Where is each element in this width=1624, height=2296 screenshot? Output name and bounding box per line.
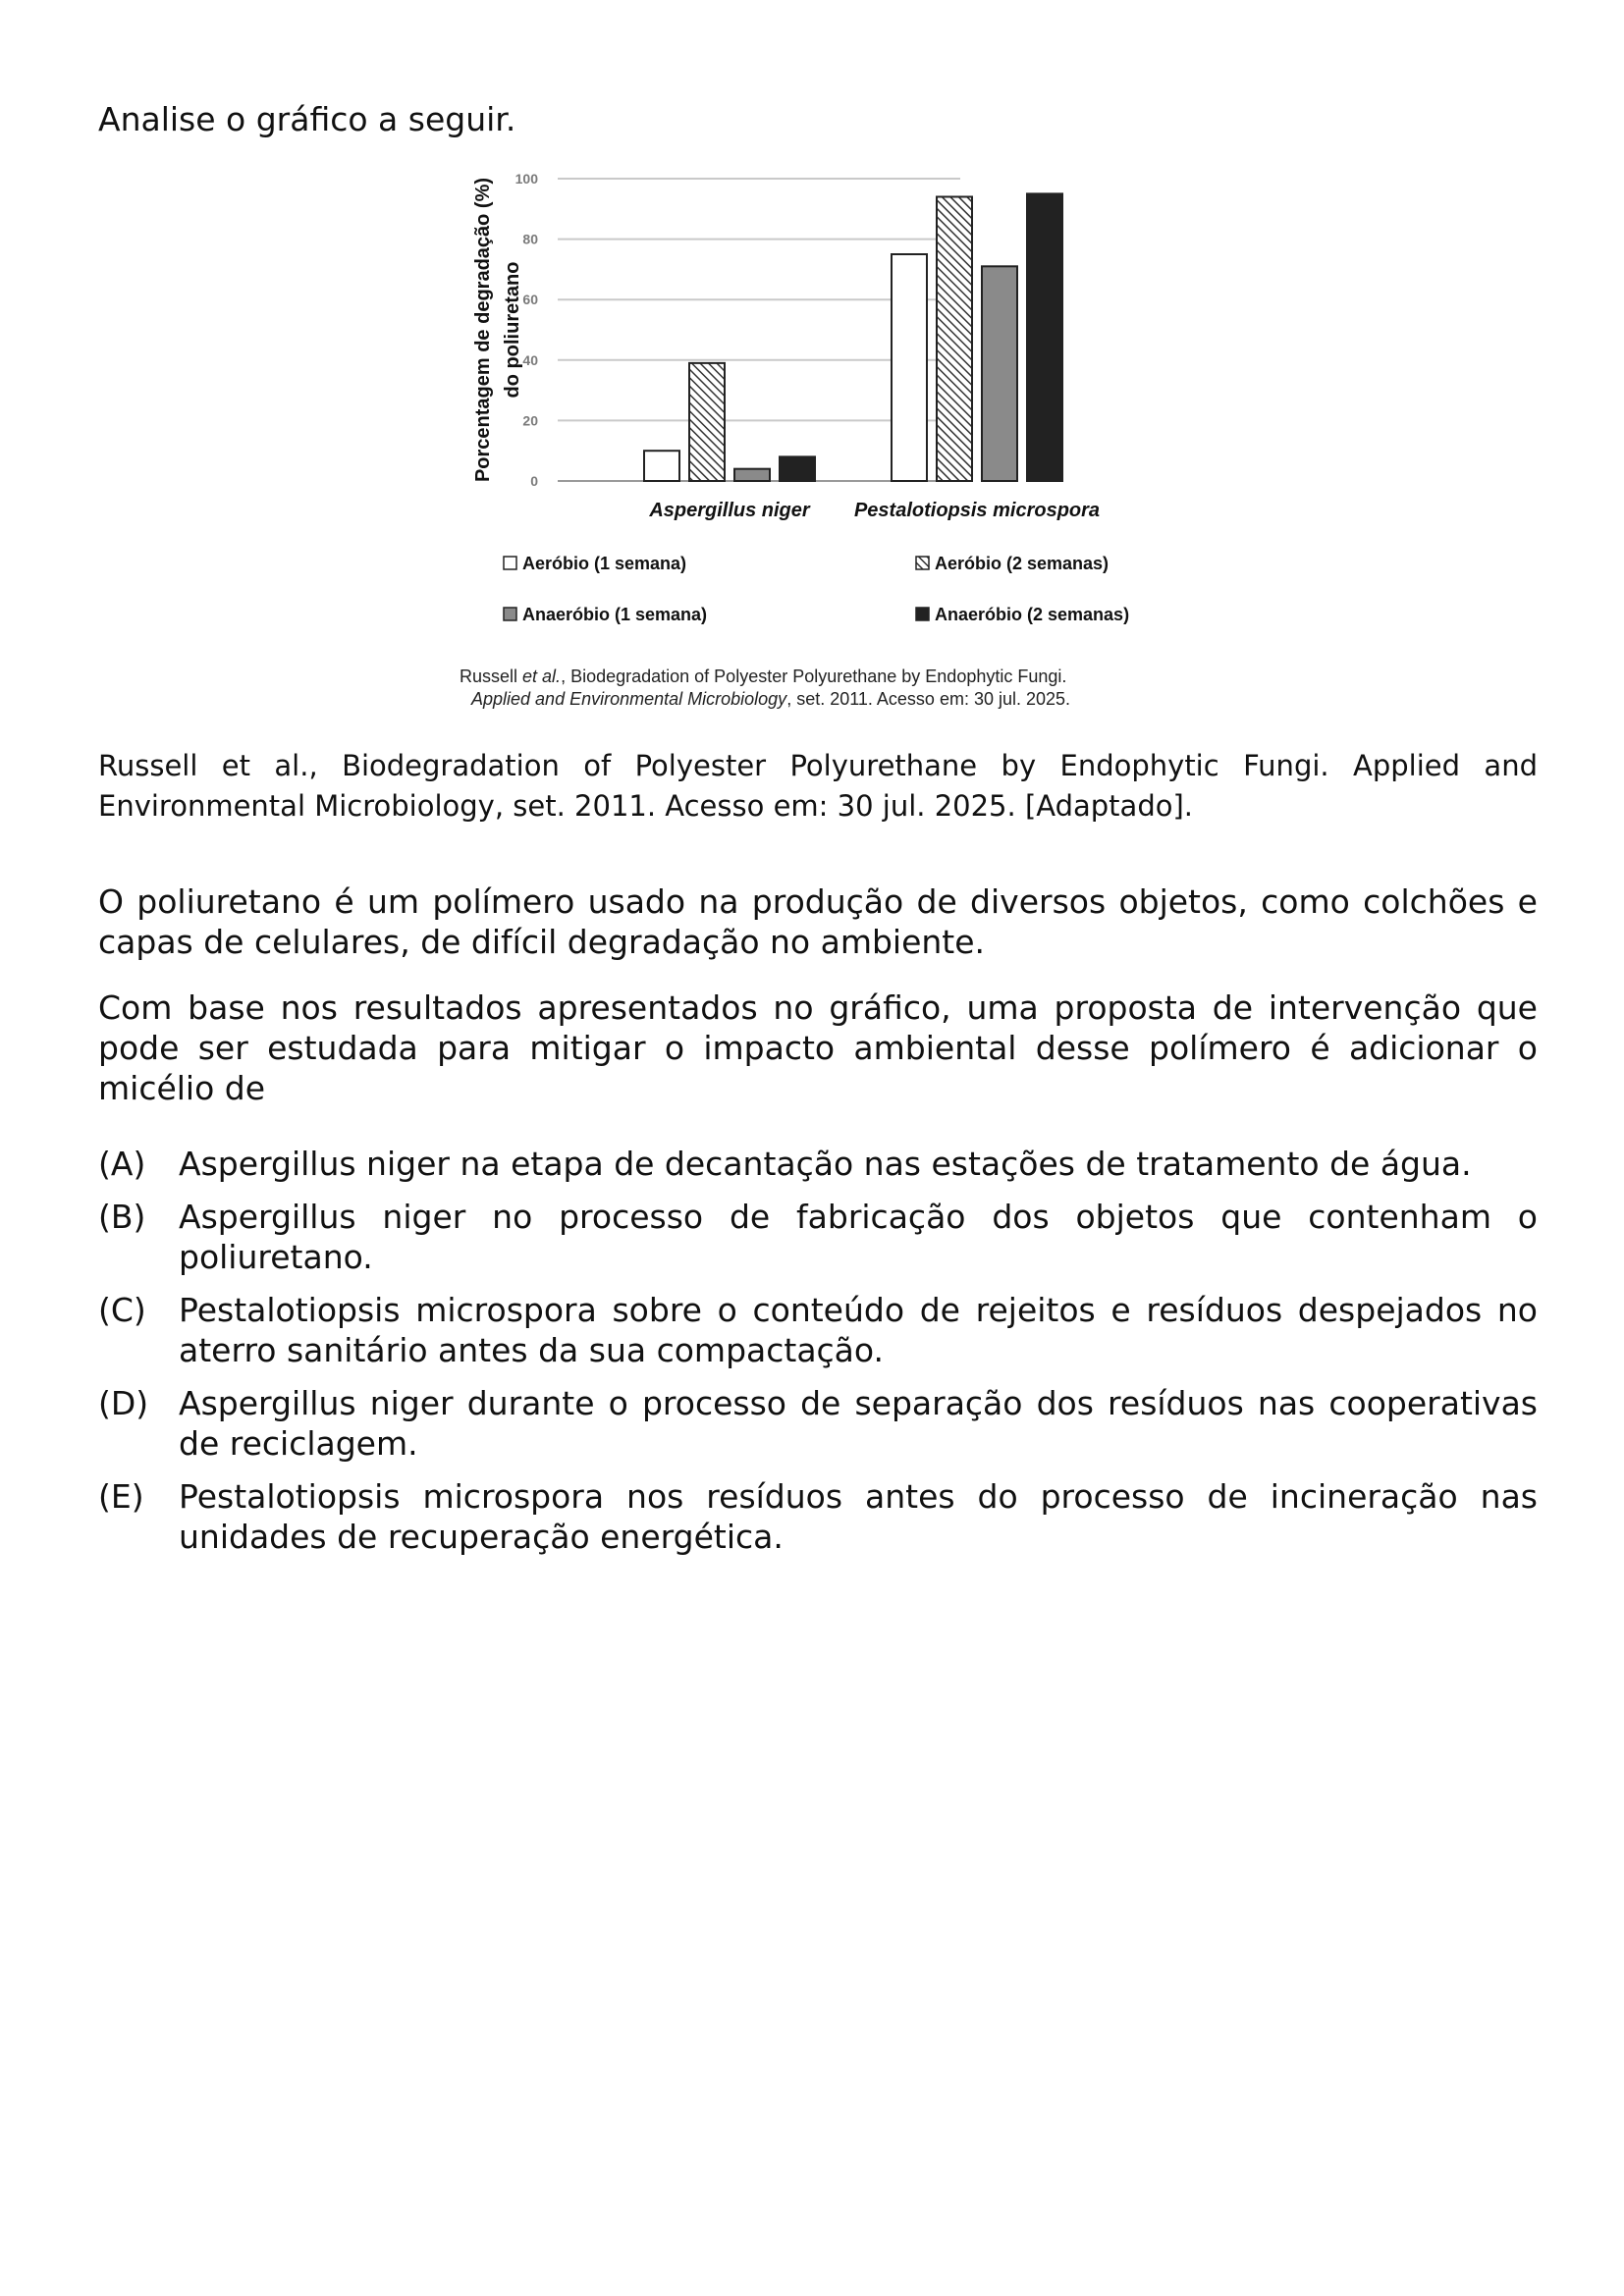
- option-text: Pestalotiopsis microspora sobre o conteúdo de rejeitos e resíduos despejados no aterro sanitário antes da sua compactação.: [179, 1291, 1538, 1369]
- option-text: Aspergillus niger no processo de fabricação dos objetos que contenham o poliuretano.: [179, 1198, 1538, 1276]
- option-letter: (D): [98, 1384, 149, 1422]
- legend-swatch: [916, 608, 929, 620]
- legend-swatch: [916, 557, 929, 569]
- option-text: Aspergillus niger na etapa de decantação nas estações de tratamento de água.: [179, 1145, 1472, 1183]
- legend-label: Anaeróbio (1 semana): [522, 605, 708, 624]
- option-a[interactable]: [98, 1144, 1538, 1184]
- bar-1-2: [689, 363, 725, 481]
- bar-1-4: [780, 456, 815, 481]
- y-axis-label: Porcentagem de degradação (%): [472, 177, 494, 483]
- option-e[interactable]: [98, 1476, 1538, 1557]
- paragraph-context: O poliuretano é um polímero usado na produção de diversos objetos, como colchões e capas de celulares, de difícil degradação no ambiente.: [98, 882, 1538, 961]
- chart-figure: [98, 157, 1538, 711]
- category-label: Aspergillus niger: [649, 500, 810, 521]
- source-citation: Russell et al., Biodegradation of Polyester Polyurethane by Endophytic Fungi. Applied and Environmental Microbiology, set. 2011. Acesso em: 30 jul. 2025. [Adaptado].: [98, 749, 1538, 823]
- option-text: Pestalotiopsis microspora nos resíduos antes do processo de incineração nas unidades de recuperação energética.: [179, 1477, 1538, 1556]
- y-tick-label: 0: [530, 473, 538, 489]
- figure-caption-line2: Applied and Environmental Microbiology, set. 2011. Acesso em: 30 jul. 2025.: [471, 689, 1071, 709]
- option-b[interactable]: [98, 1197, 1538, 1277]
- bar-1-1: [644, 451, 679, 481]
- intro-text: Analise o gráfico a seguir.: [98, 100, 516, 138]
- legend-swatch: [504, 557, 516, 569]
- y-axis-label: do poliuretano: [502, 261, 523, 399]
- legend-label: Anaeróbio (2 semanas): [935, 605, 1130, 624]
- option-letter: (C): [98, 1291, 146, 1329]
- y-tick-label: 100: [514, 171, 538, 187]
- bar-1-3: [734, 469, 770, 481]
- paragraph-question: Com base nos resultados apresentados no gráfico, uma proposta de intervenção que pode ser estudada para mitigar o impacto ambiental desse polímero é adicionar o micélio de: [98, 988, 1538, 1107]
- y-tick-label: 60: [522, 292, 538, 308]
- question-page: [98, 96, 1538, 1570]
- legend-label: Aeróbio (2 semanas): [935, 554, 1110, 573]
- option-letter: (E): [98, 1477, 144, 1516]
- legend-label: Aeróbio (1 semana): [522, 554, 687, 573]
- bar-2-2: [937, 196, 972, 481]
- degradation-bar-chart: [460, 157, 1284, 711]
- bar-2-3: [982, 266, 1017, 481]
- y-tick-label: 40: [522, 351, 538, 368]
- option-c[interactable]: [98, 1290, 1538, 1370]
- answer-options: [98, 1144, 1538, 1557]
- option-d[interactable]: [98, 1383, 1538, 1464]
- legend-swatch: [504, 608, 516, 620]
- bar-2-1: [892, 254, 927, 481]
- y-tick-label: 20: [522, 412, 538, 429]
- category-label: Pestalotiopsis microspora: [853, 500, 1101, 521]
- y-tick-label: 80: [522, 231, 538, 247]
- bar-2-4: [1027, 193, 1062, 481]
- figure-caption-line1: Russell et al., Biodegradation of Polyester Polyurethane by Endophytic Fungi.: [460, 667, 1067, 686]
- option-text: Aspergillus niger durante o processo de separação dos resíduos nas cooperativas de reciclagem.: [179, 1384, 1538, 1463]
- option-letter: (A): [98, 1145, 146, 1183]
- option-letter: (B): [98, 1198, 146, 1236]
